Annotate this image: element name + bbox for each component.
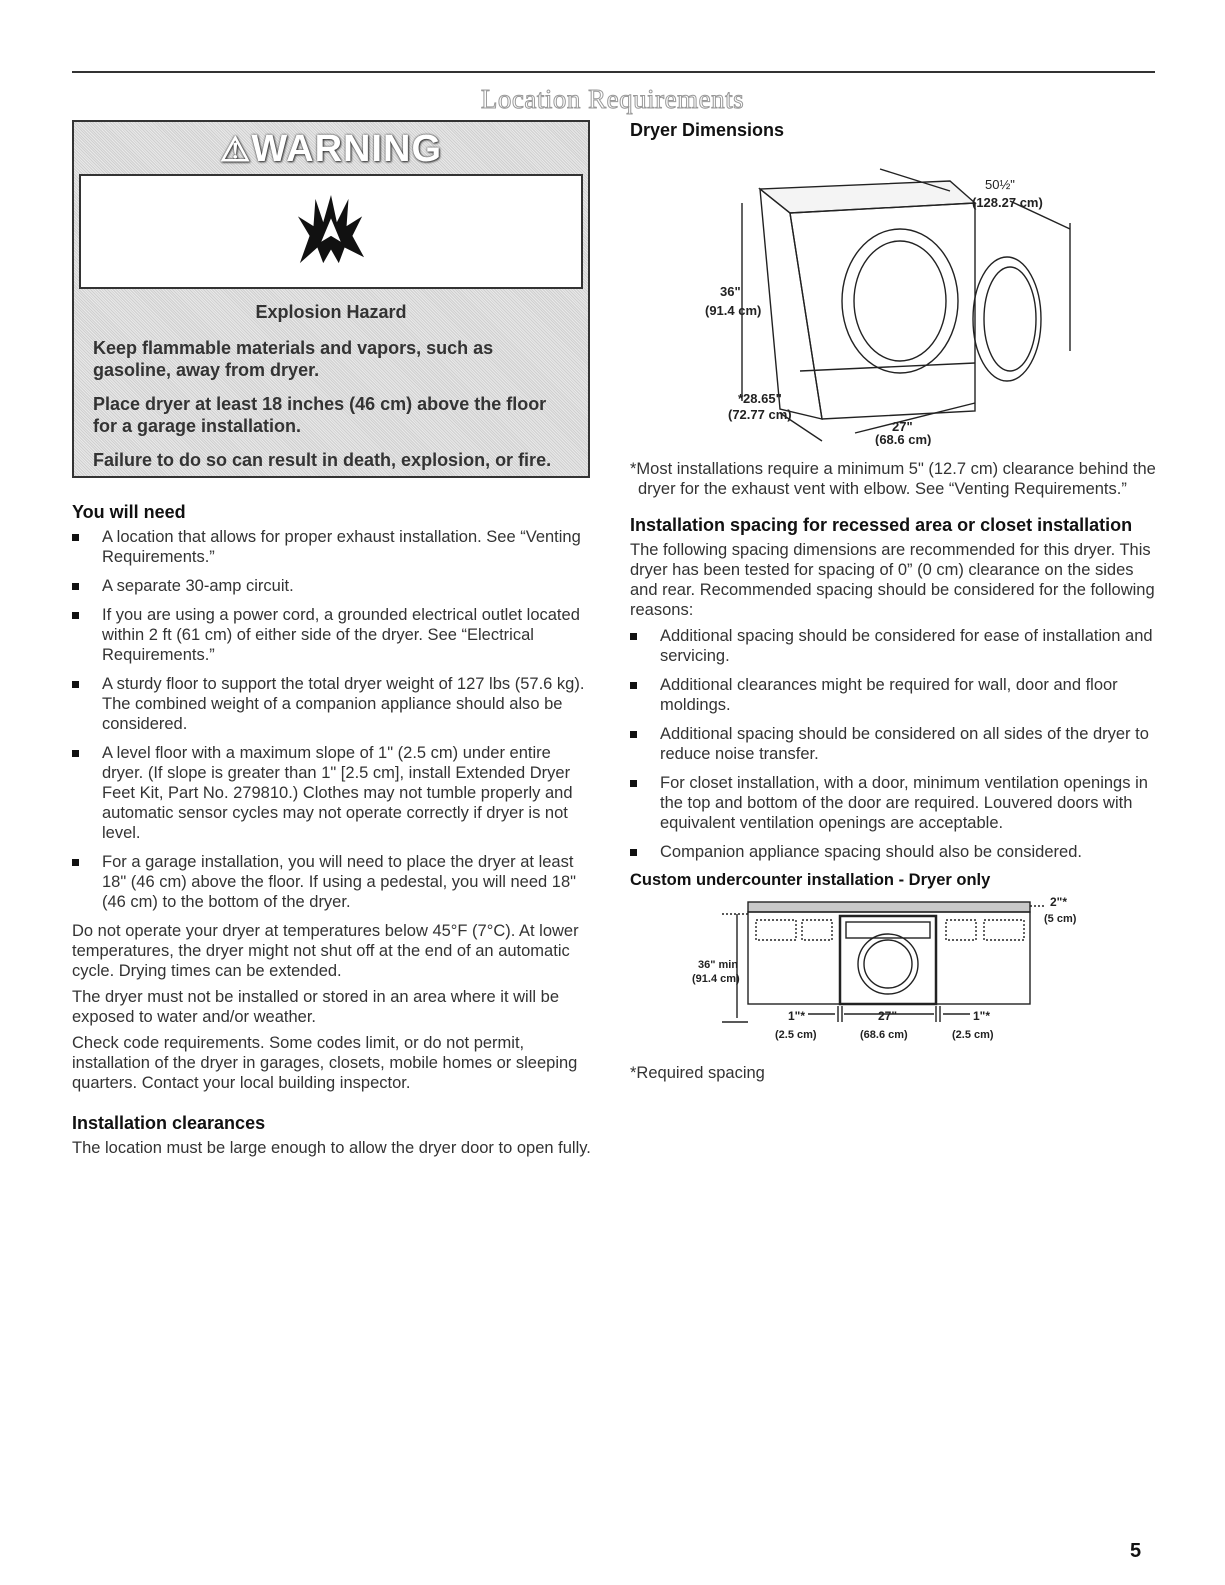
undercounter-top-gap-cm: (5 cm) (1044, 913, 1077, 925)
warning-header (74, 122, 588, 174)
warning-box (72, 120, 590, 478)
warning-line: Place dryer at least 18 inches (46 cm) above the floor for a garage installation. (93, 394, 547, 436)
dimensions-note: *Most installations require a minimum 5" (12.7 cm) clearance behind the dryer for the exhaust vent with elbow. See “Venting Requirements.” (630, 460, 1156, 498)
dim-height-cm: (91.4 cm) (705, 303, 762, 318)
explosion-icon (81, 176, 581, 287)
installation-clearances-heading: Installation clearances (72, 1113, 266, 1133)
you-will-need-heading: You will need (72, 502, 186, 522)
undercounter-top-gap: 2"* (1050, 895, 1068, 909)
you-will-need-list (72, 527, 592, 912)
undercounter-heading: Custom undercounter installation - Dryer only (630, 871, 991, 889)
list-item: For a garage installation, you will need to place the dryer at least 18" (46 cm) above the floor. If using a pedestal, you will need 18" (46 cm) to the bottom of the dryer. (72, 852, 592, 912)
warning-label: ⚠WARNING (219, 128, 443, 170)
dim-open-width-cm: (128.27 cm) (972, 195, 1043, 210)
installation-clearances-text: The location must be large enough to allow the dryer door to open fully. (72, 1139, 591, 1157)
list-item: Companion appliance spacing should also be considered. (630, 842, 1160, 862)
undercounter-height: 36" min (698, 959, 739, 971)
list-item: Additional clearances might be required for wall, door and floor moldings. (630, 675, 1160, 715)
dim-width: 27" (892, 419, 913, 434)
paragraph: Check code requirements. Some codes limit, or do not permit, installation of the dryer in garages, closets, mobile homes or sleeping quarters. Contact your local building inspector. (72, 1034, 578, 1092)
paragraph: The dryer must not be installed or stored in an area where it will be exposed to water and/or weather. (72, 988, 559, 1026)
dim-height: 36" (720, 284, 741, 299)
warning-icon-box (79, 174, 583, 289)
warning-body (79, 292, 583, 470)
warning-line: Failure to do so can result in death, explosion, or fire. (93, 450, 552, 470)
left-column (72, 120, 592, 1164)
undercounter-width-cm: (68.6 cm) (860, 1029, 908, 1041)
list-item: A location that allows for proper exhaust installation. See “Venting Requirements.” (72, 527, 592, 567)
undercounter-note: *Required spacing (630, 1064, 765, 1082)
dryer-dimensions-diagram (630, 141, 1150, 446)
recessed-heading: Installation spacing for recessed area or closet installation (630, 515, 1133, 535)
list-item: A level floor with a maximum slope of 1" (2.5 cm) under entire dryer. (If slope is greater than 1" [2.5 cm], install Extended Dryer Feet Kit, Part No. 279810.) Clothes may not tumble properly and automatic sensor cycles may not operate correctly if dryer is not level. (72, 743, 592, 843)
list-item: A sturdy floor to support the total dryer weight of 127 lbs (57.6 kg). The combined weight of a companion appliance should also be considered. (72, 674, 592, 734)
dryer-dimensions-heading: Dryer Dimensions (630, 120, 785, 140)
paragraph: Do not operate your dryer at temperatures below 45°F (7°C). At lower temperatures, the dryer might not shut off at the end of an automatic cycle. Drying times can be extended. (72, 922, 579, 980)
undercounter-side-right-cm: (2.5 cm) (952, 1029, 994, 1041)
undercounter-width: 27" (878, 1009, 898, 1023)
top-rule (72, 71, 1155, 73)
dim-width-cm: (68.6 cm) (875, 432, 932, 446)
dim-depth-cm: (72.77 cm) (728, 407, 792, 422)
recessed-list (630, 626, 1160, 862)
page-number: 5 (1130, 1540, 1142, 1562)
warning-line: Keep flammable materials and vapors, such as gasoline, away from dryer. (93, 338, 494, 380)
undercounter-height-cm: (91.4 cm) (692, 973, 740, 985)
undercounter-diagram (630, 890, 1150, 1080)
warning-hazard-title: Explosion Hazard (255, 302, 407, 322)
warning-triangle-icon: ⚠ (219, 131, 252, 169)
list-item: Additional spacing should be considered on all sides of the dryer to reduce noise transfer. (630, 724, 1160, 764)
list-item: Additional spacing should be considered for ease of installation and servicing. (630, 626, 1160, 666)
undercounter-side-left: 1"* (788, 1009, 806, 1023)
list-item: If you are using a power cord, a grounded electrical outlet located within 2 ft (61 cm) of either side of the dryer. See “Electrical Requirements.” (72, 605, 592, 665)
undercounter-side-right: 1"* (973, 1009, 991, 1023)
undercounter-side-left-cm: (2.5 cm) (775, 1029, 817, 1041)
list-item: For closet installation, with a door, minimum ventilation openings in the top and bottom of the door are required. Louvered doors with equivalent ventilation openings are acceptable. (630, 773, 1160, 833)
dim-depth: *28.65" (738, 391, 782, 406)
recessed-intro: The following spacing dimensions are recommended for this dryer. This dryer has been tested for spacing of 0” (0 cm) clearance on the sides and rear. Recommended spacing should be considered for the following reasons: (630, 541, 1155, 619)
right-column (630, 120, 1160, 1083)
list-item: A separate 30-amp circuit. (72, 576, 592, 596)
page-title: Location Requirements (480, 84, 745, 114)
dim-open-width: 50½" (985, 177, 1015, 192)
